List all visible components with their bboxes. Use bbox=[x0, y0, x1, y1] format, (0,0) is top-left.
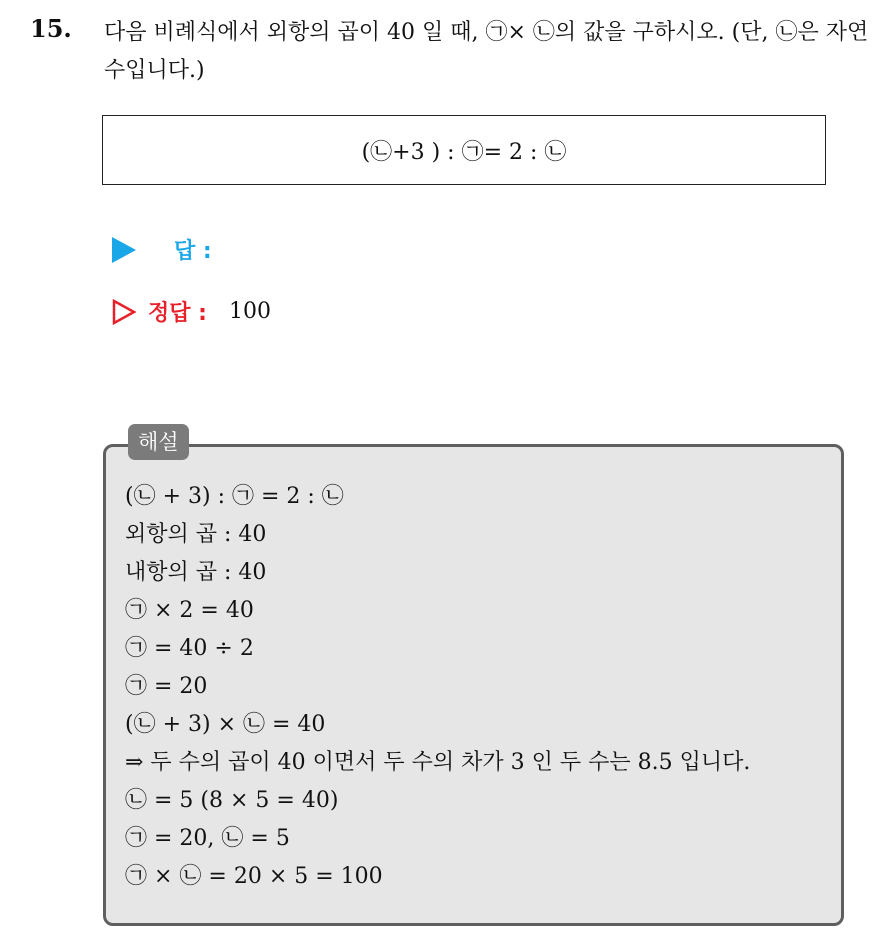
correct-answer-row bbox=[112, 296, 271, 327]
solution-tag: 해설 bbox=[128, 424, 189, 460]
correct-answer-value: 100 bbox=[228, 299, 271, 324]
solution-line: ㉠ × ㉡ = 20 × 5 = 100 bbox=[125, 864, 383, 889]
solution-line: (㉡ + 3) × ㉡ = 40 bbox=[125, 712, 326, 737]
solution-line: ⇒ 두 수의 곱이 40 이면서 두 수의 차가 3 인 두 수는 8.5 입니다. bbox=[125, 750, 751, 775]
outline-triangle-icon bbox=[112, 297, 136, 327]
question-number: 15. bbox=[30, 14, 72, 43]
solution-line: ㉠ × 2 = 40 bbox=[125, 598, 254, 623]
solution-line: ㉠ = 20 bbox=[125, 674, 208, 699]
correct-answer-label: 정답 : bbox=[148, 301, 207, 326]
proportion-equation-box bbox=[102, 115, 826, 185]
answer-row bbox=[112, 234, 212, 265]
solution-lines bbox=[125, 478, 835, 896]
proportion-equation: (㉡+3 ) : ㉠= 2 : ㉡ bbox=[361, 139, 567, 165]
solution-line: ㉠ = 40 ÷ 2 bbox=[125, 636, 254, 661]
filled-triangle-icon bbox=[112, 235, 136, 265]
solution-line: ㉠ = 20, ㉡ = 5 bbox=[125, 826, 290, 851]
answer-label: 답 : bbox=[174, 239, 212, 264]
solution-line: 내항의 곱 : 40 bbox=[125, 560, 267, 585]
solution-line: (㉡ + 3) : ㉠ = 2 : ㉡ bbox=[125, 484, 344, 509]
solution-line: ㉡ = 5 (8 × 5 = 40) bbox=[125, 788, 339, 813]
question-text: 다음 비례식에서 외항의 곱이 40 일 때, ㉠× ㉡의 값을 구하시오. (단, ㉡은 자연수입니다.) bbox=[104, 20, 869, 83]
solution-line: 외항의 곱 : 40 bbox=[125, 522, 267, 547]
